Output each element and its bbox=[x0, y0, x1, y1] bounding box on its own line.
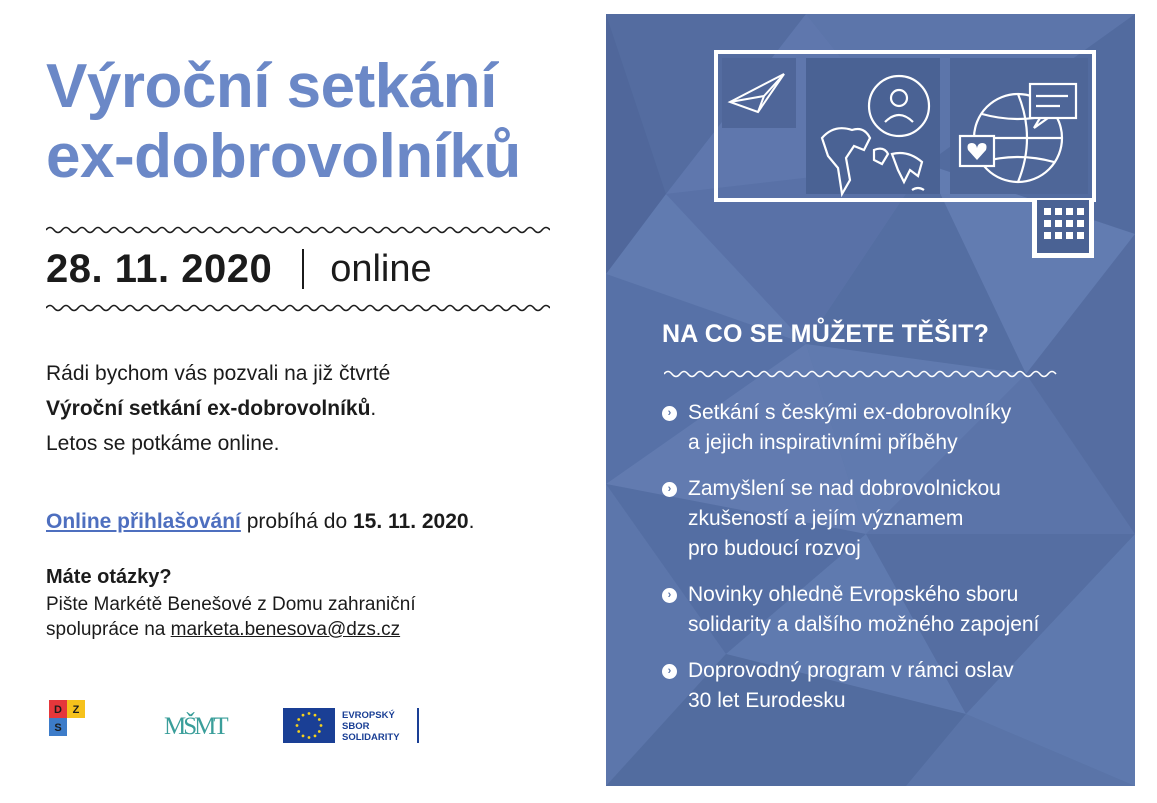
program-item-line: Novinky ohledně Evropského sboru bbox=[688, 583, 1019, 606]
contact-email-link[interactable]: marketa.benesova@dzs.cz bbox=[170, 619, 401, 640]
chevron-right-icon: › bbox=[662, 588, 677, 603]
chevron-right-icon: › bbox=[662, 664, 677, 679]
date-separator bbox=[302, 249, 304, 289]
event-date: 28. 11. 2020 bbox=[46, 246, 273, 291]
intro-line-2-tail: . bbox=[370, 397, 377, 420]
esc-logo-line-1: EVROPSKÝ bbox=[342, 710, 395, 721]
panel-wave-divider bbox=[664, 368, 1058, 380]
dzs-letter-s: S bbox=[54, 722, 62, 734]
title-line-2: ex-dobrovolníků bbox=[46, 122, 521, 191]
wave-divider-bottom bbox=[46, 302, 550, 314]
program-item-line: pro budoucí rozvoj bbox=[688, 537, 861, 560]
msmt-logo-text: MŠMT bbox=[164, 713, 226, 740]
msmt-logo bbox=[164, 711, 228, 740]
dzs-letter-z: Z bbox=[72, 704, 80, 716]
questions-title: Máte otázky? bbox=[46, 566, 172, 588]
esc-logo bbox=[283, 708, 419, 743]
questions-text bbox=[46, 592, 496, 642]
program-item-line: Setkání s českými ex-dobrovolníky bbox=[688, 401, 1012, 424]
program-item-line: zkušeností a jejím významem bbox=[688, 507, 964, 530]
program-list bbox=[662, 398, 1122, 732]
event-mode: online bbox=[330, 247, 432, 290]
chevron-right-icon: › bbox=[662, 406, 677, 421]
intro-line-1: Rádi bychom vás pozvali na již čtvrté bbox=[46, 362, 391, 385]
intro-line-3: Letos se potkáme online. bbox=[46, 432, 280, 455]
intro-event-name: Výroční setkání ex-dobrovolníků bbox=[46, 397, 371, 420]
registration-deadline: 15. 11. 2020 bbox=[352, 510, 469, 533]
program-panel bbox=[606, 14, 1135, 786]
dzs-logo bbox=[49, 700, 85, 736]
registration-link[interactable]: Online přihlašování bbox=[46, 510, 241, 533]
program-item-line: a jejich inspirativními příběhy bbox=[688, 431, 958, 454]
panel-heading: NA CO SE MŮŽETE TĚŠIT? bbox=[662, 320, 990, 348]
program-item-line: Doprovodný program v rámci oslav bbox=[688, 659, 1014, 682]
program-item bbox=[662, 580, 1122, 640]
wave-divider-top bbox=[46, 224, 550, 236]
title-line-1: Výroční setkání bbox=[46, 52, 497, 121]
icon-grid bbox=[714, 50, 1098, 260]
chevron-right-icon: › bbox=[662, 482, 677, 497]
registration-tail: . bbox=[468, 510, 475, 533]
program-item-line: solidarity a dalšího možného zapojení bbox=[688, 613, 1040, 636]
registration-middle: probíhá do bbox=[240, 510, 353, 533]
intro-line-2 bbox=[46, 391, 390, 426]
partner-logos bbox=[46, 696, 446, 756]
program-item-line: 30 let Eurodesku bbox=[688, 689, 846, 712]
intro-paragraph bbox=[46, 356, 390, 461]
esc-logo-line-3: SOLIDARITY bbox=[342, 732, 400, 743]
program-item-line: Zamyšlení se nad dobrovolnickou bbox=[688, 477, 1001, 500]
program-item bbox=[662, 398, 1122, 458]
questions-line-2 bbox=[46, 617, 496, 642]
dzs-letter-d: D bbox=[54, 704, 62, 716]
registration-paragraph bbox=[46, 504, 474, 539]
questions-line-2-prefix: spolupráce na bbox=[46, 619, 171, 640]
questions-line-1: Pište Markétě Benešové z Domu zahraniční bbox=[46, 594, 416, 615]
event-date-line bbox=[46, 244, 432, 294]
program-item bbox=[662, 474, 1122, 564]
program-item bbox=[662, 656, 1122, 716]
esc-logo-line-2: SBOR bbox=[342, 721, 370, 732]
page-title bbox=[46, 52, 521, 192]
